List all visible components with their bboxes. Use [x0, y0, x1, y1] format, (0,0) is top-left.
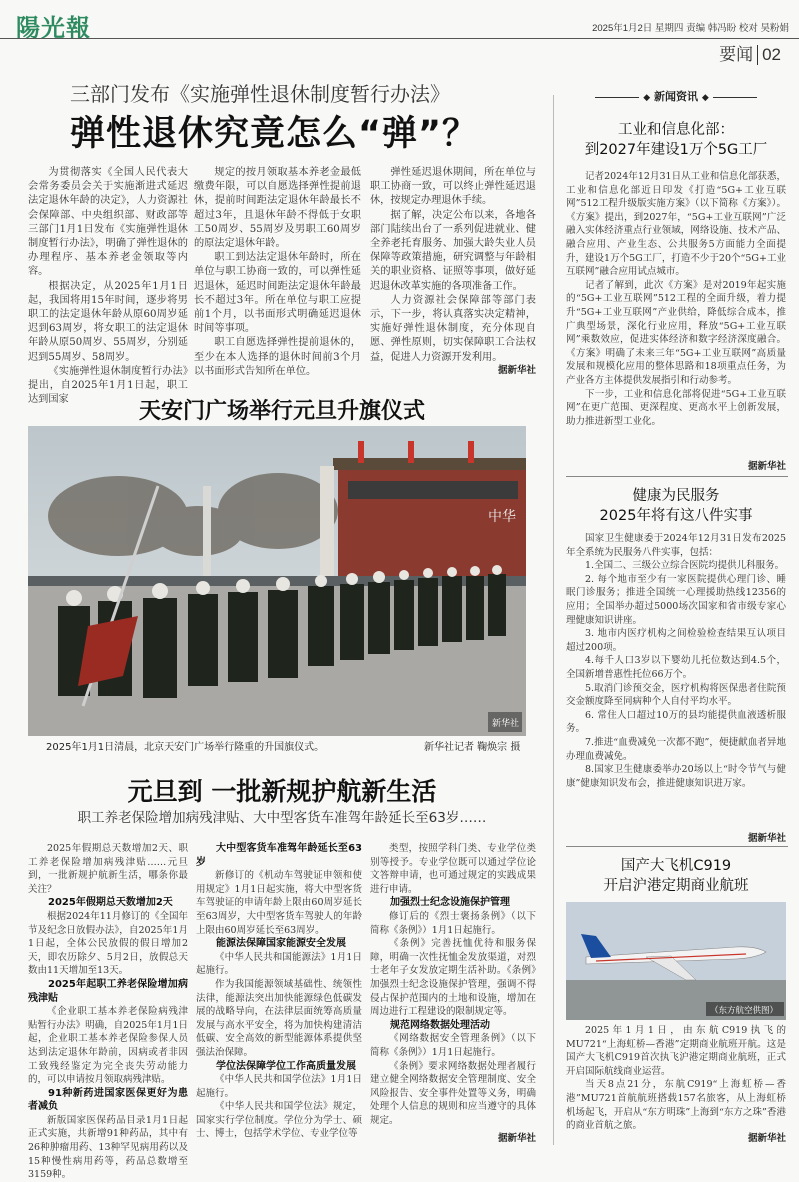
main-article-col1 — [28, 166, 188, 407]
paragraph: 2025年假期总天数增加2天、职工养老保险增加病残津贴……元旦到，一批新规护航新生活，哪条你最关注？ — [28, 843, 188, 895]
paragraph: 规定的按月领取基本养老金最低缴费年限，可以自愿选择弹性提前退休，提前时间距法定退休年龄最长不超过3年，且退休年龄不得低于女职工50周岁、55周岁及男职工60周岁的原法定退休年龄。 — [194, 167, 361, 250]
sidebar-item1-source: 据新华社 — [747, 461, 786, 472]
main-article-col2 — [194, 166, 361, 379]
paragraph: 新版国家医保药品目录1月1日起正式实施，共新增91种药品，其中有26种肿瘤用药、13种罕见病用药以及15种慢性病用药等，药品总数增至3159种。 — [28, 1114, 188, 1181]
list-item: 7.推进“血费减免一次都不跑”，便捷献血者异地办理血费减免。 — [566, 736, 786, 762]
photo-caption: 2025年1月1日清晨，北京天安门广场举行隆重的升国旗仪式。 — [46, 742, 325, 753]
c919-photo — [566, 902, 786, 1020]
paragraph: 《中华人民共和国学位法》规定，国家实行学位制度。学位分为学士、硕士、博士，包括学术学位、专业学位等 — [196, 1101, 362, 1140]
paragraph: 当天8点21分，东航C919“上海虹桥—香港”MU721首航航班搭载157名旅客，从上海虹桥机场起飞，开启从“东方明珠”上海到“东方之珠”香港的商业首航之旅。 — [566, 1079, 786, 1132]
main-article-title: 弹性退休究竟怎么“弹”？ — [70, 114, 479, 154]
subheading: 加强烈士纪念设施保护管理 — [390, 897, 510, 909]
regs-article-title: 元旦到 一批新规护航新生活 — [127, 777, 437, 806]
regs-col1 — [28, 842, 188, 1182]
sidebar-item1-title — [566, 120, 786, 160]
paragraph: 职工到达法定退休年龄时，所在单位与职工协商一致的，可以弹性延迟退休，延迟时间距法定退休年龄最长不超过3年。所在单位与职工应提前1个月，以书面形式明确延迟退休时间等事项。 — [194, 252, 361, 335]
list-item: 2. 每个地市至少有一家医院提供心理门诊、睡眠门诊服务；推进全国统一心理援助热线12356的应用；全国举办超过5000场次国家和省市级专家心理健康知识讲座。 — [566, 573, 786, 626]
title-line: 到2027年建设1万个5G工厂 — [584, 142, 768, 158]
paragraph: 人力资源社会保障部等部门表示，下一步，将认真落实决定精神，实施好弹性退休制度，充分体现自愿、弹性原则，切实保障职工合法权益，促进人力资源开发利用。 — [370, 294, 536, 363]
paragraph: 职工自愿选择弹性提前退休的，至少在本人选择的退休时间前3个月以书面形式告知所在单位。 — [194, 337, 361, 377]
paragraph: 作为我国能源领域基础性、统领性法律，能源法突出加快能源绿色低碳发展的战略导向，在法律层面统筹高质量发展与高水平安全，将为加快构建清洁低碳、安全高效的新型能源体系提供坚强法治保障。 — [196, 978, 362, 1058]
photo-credit: （东方航空供图） — [710, 1006, 779, 1016]
subheading: 91种新药进国家医保更好为患者减负 — [28, 1087, 188, 1113]
title-line: 国产大飞机C919 — [620, 858, 732, 874]
news-box-label: 新闻资讯 — [654, 90, 698, 103]
photo-credit: 新华社记者 鞠焕宗 摄 — [424, 742, 521, 753]
title-line: 工业和信息化部： — [618, 122, 734, 138]
paragraph: 据了解，决定公布以来，各地各部门陆续出台了一系列促进就业、健全养老托育服务、加强大龄失业人员保障等政策措施，研究调整与年龄相关的职业资格、证照等事项，做好延迟退休改革实施的各项准备工作。 — [370, 209, 536, 292]
main-article-col3 — [370, 166, 536, 365]
flag-ceremony-photo — [28, 426, 526, 736]
main-article-source: 据新华社 — [497, 365, 536, 376]
news-box-header: ◆ 新闻资讯 ◆ — [566, 88, 786, 104]
header-date-info: 2025年1月2日 星期四 责编 韩冯盼 校对 昊粉娟 — [592, 23, 789, 34]
title-line: 健康为民服务 — [632, 488, 720, 504]
paragraph: 根据决定，从2025年1月1日起，我国将用15年时间，逐步将男职工的法定退休年龄从原60周岁延迟到63周岁，将女职工的法定退休年龄从原50周岁、55周岁，分别延迟到55周岁、58周岁。 — [28, 280, 188, 363]
sidebar-item3-source: 据新华社 — [747, 1133, 786, 1144]
regs-col2 — [196, 842, 362, 1141]
paragraph: 为贯彻落实《全国人民代表大会常务委员会关于实施渐进式延迟法定退休年龄的决定》，人力资源社会保障部、中央组织部、财政部等三部门1月1日发布《实施弹性退休制度暂行办法》，明确了弹性退休的办理程序、基本养老金领取等内容。 — [28, 167, 188, 278]
photo-watermark: 新华社 — [492, 719, 520, 729]
paragraph: 《中华人民共和国能源法》1月1日起施行。 — [196, 951, 362, 977]
paragraph: 《条例》完善抚恤优待和服务保障，明确一次性抚恤金发放渠道，对烈士老年子女发放定期生活补助。《条例》加强烈士纪念设施保护管理，强调不得侵占保护范围内的土地和设施，增加在周边进行工程建设的限制规定等。 — [370, 938, 536, 1018]
page-number: 02 — [757, 45, 781, 65]
sidebar-item1-body — [566, 170, 786, 428]
title-line: 开启沪港定期商业航班 — [603, 878, 749, 894]
subheading: 学位法保障学位工作高质量发展 — [216, 1060, 356, 1072]
list-item: 8.国家卫生健康委举办20场以上“时令节气与健康”健康知识发布会，推进健康知识进万家。 — [566, 764, 786, 789]
regs-article-source: 据新华社 — [497, 1133, 536, 1144]
list-item: 5.取消门诊预交金，医疗机构将医保患者住院预交金额度降至同病种个人自付平均水平。 — [566, 682, 786, 708]
column-divider — [553, 95, 554, 1145]
section-name: 要闻 — [719, 45, 754, 64]
paragraph: 类型，按照学科门类、专业学位类别等授予。专业学位既可以通过学位论文答辩申请，也可通过规定的实践成果进行申请。 — [370, 843, 536, 895]
newspaper-logo: 陽光報 — [16, 13, 91, 42]
paragraph: 《条例》要求网络数据处理者履行建立健全网络数据安全管理制度、安全风险报告、安全事件处置等义务，明确处理个人信息的规则和应当遵守的具体规定。 — [370, 1060, 536, 1126]
list-item: 4.每千人口3岁以下婴幼儿托位数达到4.5个，全国新增普惠性托位66万个。 — [566, 655, 786, 680]
subheading: 规范网络数据处理活动 — [390, 1019, 490, 1031]
list-item: 1.全国二、三级公立综合医院均提供儿科服务。 — [585, 560, 785, 572]
sidebar-item2-source: 据新华社 — [747, 833, 786, 844]
header-divider — [0, 38, 799, 39]
subheading: 2025年假期总天数增加2天 — [48, 897, 173, 909]
sidebar-divider — [566, 846, 788, 847]
subheading: 2025年起职工养老保险增加病残津贴 — [28, 978, 188, 1004]
photo-story-title: 天安门广场举行元旦升旗仪式 — [138, 399, 425, 424]
list-item: 6. 常住人口超过10万的县均能提供血液透析服务。 — [566, 709, 786, 735]
paragraph: 弹性延迟退休期间，所在单位与职工协商一致，可以终止弹性延迟退休，按规定办理退休手续。 — [370, 167, 536, 207]
building-sign: 中华 — [488, 509, 516, 525]
paragraph: 记者了解到，此次《方案》是对2019年起实施的“5G+工业互联网”512工程的全面升级，着力提升“5G+工业互联网”产业供给，降低综合成本，推广典型场景，深化行业应用，释放“5G+工业互联网”乘数效应，促进实体经济和数字经济深度融合。《方案》明确了未来三年“5G+工业互联网”高质量发展和规模化应用的整体思路和18项重点任务，为产业各方主体提供发展指引和行动参考。 — [566, 279, 786, 386]
paragraph: 《网络数据安全管理条例》（以下简称《条例》）1月1日起施行。 — [370, 1033, 536, 1058]
paragraph: 根据2024年11月修订的《全国年节及纪念日放假办法》，自2025年1月1日起，全体公民放假的假日增加2天，即农历除夕、5月2日，放假总天数由11天增加至13天。 — [28, 910, 188, 977]
subheading: 大中型客货车准驾年龄延长至63岁 — [196, 843, 362, 868]
title-line: 2025年将有这八件实事 — [599, 508, 753, 524]
airplane-illustration — [566, 902, 786, 1020]
paragraph: 《中华人民共和国学位法》1月1日起施行。 — [196, 1074, 362, 1099]
paragraph: 《企业职工基本养老保险病残津贴暂行办法》明确，自2025年1月1日起，企业职工基本养老保险参保人员达到法定退休年龄前，因病或者非因工致残经鉴定为完全丧失劳动能力的，可以申请按月领取病残津贴。 — [28, 1006, 188, 1086]
flag-ceremony-illustration — [28, 426, 526, 736]
paragraph: 记者2024年12月31日从工业和信息化部获悉，工业和信息化部近日印发《打造“5G+工业互联网”512工程升级版实施方案》（以下简称《方案》）。《方案》提出，到2027年，“5G+工业互联网”广泛融入实体经济重点行业领域，网络设施、技术产品、融合应用、产业生态、公共服务5方面能力全面提升，建设1万个5G工厂，打造不少于20个“5G+工业互联网”融合应用试点城市。 — [566, 171, 786, 278]
paragraph: 修订后的《烈士褒扬条例》（以下简称《条例》）1月1日起施行。 — [370, 910, 536, 936]
list-item: 3. 地市内医疗机构之间检验检查结果互认项目超过200项。 — [566, 628, 786, 653]
paragraph: 下一步，工业和信息化部将促进“5G+工业互联网”在更广范围、更深程度、更高水平上创新发展，助力推进新型工业化。 — [566, 388, 786, 427]
sidebar-item3-body — [566, 1024, 786, 1133]
sidebar-divider — [566, 476, 788, 477]
paragraph: 新修订的《机动车驾驶证申领和使用规定》1月1日起实施，将大中型客货车驾驶证的申请年龄上限由60周岁延长至63周岁，大中型客货车驾驶人的年龄上限由60周岁延长至63周岁。 — [196, 870, 362, 936]
sidebar-item2-title — [566, 486, 786, 526]
sidebar-item2-body — [566, 532, 786, 790]
regs-col3 — [370, 842, 536, 1127]
paragraph: 国家卫生健康委于2024年12月31日发布2025年全系统为民服务八件实事，包括： — [566, 533, 786, 558]
sidebar-item3-title — [566, 856, 786, 896]
paragraph: 2025年1月1日，由东航C919执飞的MU721“上海虹桥—香港”定期商业航班开航。这是国产大飞机C919首次执飞沪港定期商业航班，正式开启国际航线商业运营。 — [566, 1025, 786, 1077]
main-article-pretitle: 三部门发布《实施弹性退休制度暂行办法》 — [70, 82, 450, 106]
subheading: 能源法保障国家能源安全发展 — [216, 938, 346, 950]
paragraph: 《实施弹性退休制度暂行办法》提出，自2025年1月1日起，职工达到国家 — [28, 365, 188, 406]
section-label — [719, 40, 781, 65]
regs-article-subtitle: 职工养老保险增加病残津贴、大中型客货车准驾年龄延长至63岁…… — [77, 810, 487, 826]
